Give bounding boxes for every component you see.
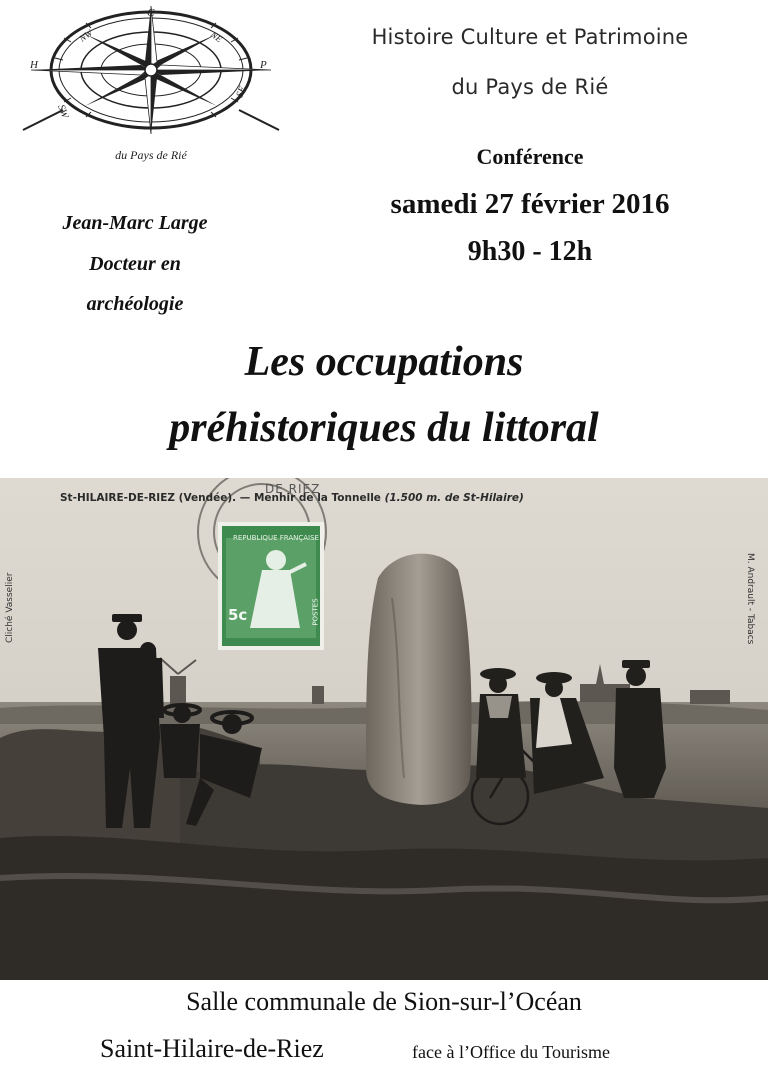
venue-location-note: face à l’Office du Tourisme bbox=[412, 1042, 610, 1062]
compass-letter-sw: SW bbox=[55, 103, 71, 120]
compass-letter-top: C bbox=[147, 7, 155, 19]
postcard-photo bbox=[0, 478, 768, 980]
compass-letter-left: H bbox=[30, 59, 38, 71]
association-name-line2: du Pays de Rié bbox=[451, 75, 609, 99]
compass-letter-right: P bbox=[260, 59, 267, 71]
event-date: samedi 27 février 2016 bbox=[390, 188, 670, 220]
lecture-title-line2: préhistoriques du littoral bbox=[169, 405, 599, 451]
event-type: Conférence bbox=[476, 144, 584, 169]
association-name-line1: Histoire Culture et Patrimoine bbox=[371, 25, 689, 49]
postmark-text: DE RIEZ bbox=[265, 482, 321, 496]
photo-credit-left: Cliché Vasselier bbox=[5, 572, 15, 643]
speaker-title-line2: archéologie bbox=[86, 293, 184, 315]
postcard-caption-main: St-HILAIRE-DE-RIEZ (Vendée). — Menhir de la Tonnelle bbox=[60, 492, 381, 504]
speaker-title-line1: Docteur en bbox=[89, 253, 181, 275]
venue-city: Saint-Hilaire-de-Riez bbox=[100, 1034, 324, 1063]
compass-letter-se: SE bbox=[234, 84, 249, 100]
speaker-name: Jean-Marc Large bbox=[62, 212, 208, 234]
event-time: 9h30 - 12h bbox=[467, 236, 593, 267]
stamp-postes-text: POSTES bbox=[311, 598, 320, 626]
photo-credit-right: M. Andrault - Tabacs bbox=[745, 553, 755, 645]
venue-hall: Salle communale de Sion-sur-l’Océan bbox=[186, 987, 582, 1016]
postcard-caption bbox=[60, 492, 524, 504]
stamp-value: 5c bbox=[228, 606, 248, 624]
compass-letter-nw: NW bbox=[77, 27, 95, 44]
postcard-caption-distance: (1.500 m. de St-Hilaire) bbox=[384, 492, 524, 504]
lecture-title-line1: Les occupations bbox=[244, 339, 524, 385]
logo-tagline: du Pays de Rié bbox=[115, 148, 187, 162]
menhir-scene-illustration bbox=[0, 478, 768, 980]
stamp-country-text: REPUBLIQUE FRANÇAISE bbox=[233, 534, 319, 542]
compass-letter-ne: NE bbox=[208, 29, 225, 45]
